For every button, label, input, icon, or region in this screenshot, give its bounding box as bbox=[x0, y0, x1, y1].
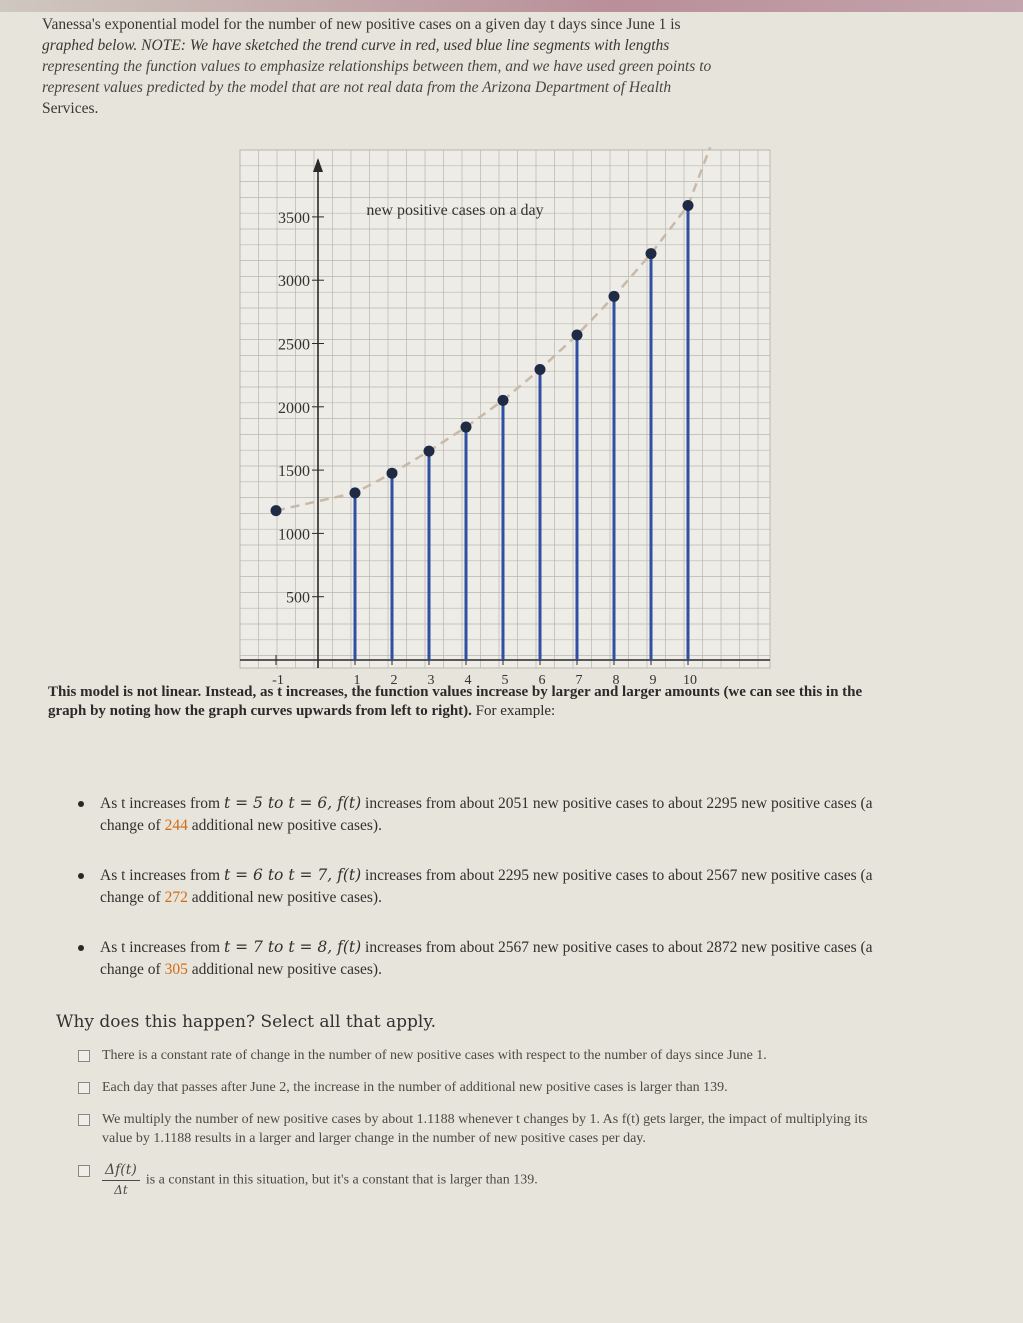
option-label: Each day that passes after June 2, the increase in the number of additional new positive cases is larger than 139. bbox=[102, 1080, 728, 1095]
bullet-dot bbox=[78, 945, 84, 951]
option-checkbox[interactable] bbox=[78, 1114, 90, 1126]
x-tick-label: 10 bbox=[683, 673, 697, 688]
intro-line-2: graphed below. NOTE: We have sketched the trend curve in red, used blue line segments with lengths bbox=[42, 37, 670, 54]
option-constant-rate[interactable] bbox=[78, 1046, 898, 1065]
bullet-text: As t increases from bbox=[100, 795, 224, 812]
option-checkbox[interactable] bbox=[78, 1165, 90, 1177]
bullet-item bbox=[78, 936, 878, 981]
bullet-text: increases from about 2295 new positive cases to about 2567 new positive cases (a change of bbox=[100, 867, 873, 906]
bullet-text: additional new positive cases). bbox=[187, 961, 382, 978]
bullet-list bbox=[78, 792, 878, 1008]
data-point bbox=[609, 291, 620, 302]
data-point bbox=[572, 330, 583, 341]
y-tick-label: 2000 bbox=[278, 399, 310, 417]
option-label: We multiply the number of new positive cases by about 1.1188 whenever t changes by 1. As f(t) gets larger, the impact of multiplying its value by 1.1188 results in a larger and larger change in the number of new positive cases per day. bbox=[102, 1112, 868, 1146]
option-checkbox[interactable] bbox=[78, 1082, 90, 1094]
data-point bbox=[683, 200, 694, 211]
intro-line-1: Vanessa's exponential model for the number of new positive cases on a given day t days since June 1 is bbox=[42, 16, 681, 33]
option-multiply-factor[interactable] bbox=[78, 1110, 898, 1148]
y-tick-label: 1000 bbox=[278, 526, 310, 544]
x-tick-label: 4 bbox=[464, 673, 472, 688]
data-point bbox=[271, 505, 282, 516]
bullet-change-value: 272 bbox=[164, 889, 188, 906]
y-tick-label: 2500 bbox=[278, 336, 310, 354]
option-label: is a constant in this situation, but it's a constant that is larger than 139. bbox=[145, 1172, 538, 1188]
x-tick-label: 8 bbox=[612, 673, 620, 688]
data-point bbox=[387, 468, 398, 479]
question-text: Why does this happen? Select all that apply. bbox=[56, 1012, 437, 1032]
plot-area bbox=[240, 150, 770, 668]
fraction bbox=[102, 1161, 140, 1200]
x-tick-label: -1 bbox=[272, 673, 284, 688]
intro-text bbox=[42, 14, 972, 119]
bullet-change-value: 244 bbox=[164, 817, 188, 834]
bullet-item bbox=[78, 864, 878, 909]
bullet-text: As t increases from bbox=[100, 939, 224, 956]
x-tick-label: 3 bbox=[427, 673, 435, 688]
bullet-math: t = 7 to t = 8, f(t) bbox=[223, 938, 362, 956]
data-point bbox=[424, 446, 435, 457]
bullet-text: additional new positive cases). bbox=[187, 817, 382, 834]
y-tick-label: 3000 bbox=[278, 273, 310, 291]
answer-options bbox=[78, 1046, 898, 1213]
bullet-item bbox=[78, 792, 878, 837]
x-tick-label: 7 bbox=[575, 673, 583, 688]
option-label: There is a constant rate of change in the number of new positive cases with respect to the number of days since June 1. bbox=[102, 1048, 767, 1063]
fraction-denominator: Δt bbox=[114, 1183, 128, 1197]
bullet-dot bbox=[78, 801, 84, 807]
data-point bbox=[498, 395, 509, 406]
option-increase-larger-than-139[interactable] bbox=[78, 1078, 898, 1097]
x-tick-label: 6 bbox=[538, 673, 546, 688]
bullet-text: increases from about 2051 new positive cases to about 2295 new positive cases (a change of bbox=[100, 795, 873, 834]
bullet-dot bbox=[78, 873, 84, 879]
x-tick-label: 5 bbox=[501, 673, 509, 688]
fraction-numerator: Δf(t) bbox=[102, 1161, 140, 1181]
x-tick-label: 1 bbox=[353, 673, 361, 688]
intro-line-3: representing the function values to emphasize relationships between them, and we have used green points to bbox=[42, 58, 712, 75]
y-tick-label: 500 bbox=[286, 589, 310, 607]
chart-title: new positive cases on a day bbox=[366, 202, 544, 219]
data-point bbox=[350, 487, 361, 498]
y-tick-label: 3500 bbox=[278, 209, 310, 227]
y-tick-label: 1500 bbox=[278, 463, 310, 481]
page-edge bbox=[0, 0, 1023, 12]
bullet-text: increases from about 2567 new positive cases to about 2872 new positive cases (a change of bbox=[100, 939, 873, 978]
bullet-change-value: 305 bbox=[164, 961, 188, 978]
data-point bbox=[535, 364, 546, 375]
option-rate-constant[interactable] bbox=[78, 1161, 898, 1200]
bullet-text: As t increases from bbox=[100, 867, 224, 884]
intro-line-4: represent values predicted by the model that are not real data from the Arizona Department of Health bbox=[42, 79, 672, 96]
bullet-math: t = 6 to t = 7, f(t) bbox=[223, 866, 362, 884]
data-point bbox=[646, 248, 657, 259]
data-point bbox=[461, 422, 472, 433]
bullet-text: additional new positive cases). bbox=[187, 889, 382, 906]
bullet-math: t = 5 to t = 6, f(t) bbox=[223, 794, 362, 812]
x-tick-label: 9 bbox=[649, 673, 657, 688]
intro-line-5: Services. bbox=[42, 100, 99, 117]
option-checkbox[interactable] bbox=[78, 1050, 90, 1062]
explanation-paragraph bbox=[48, 683, 878, 721]
explanation-tail: For example: bbox=[471, 703, 556, 719]
x-tick-label: 2 bbox=[390, 673, 398, 688]
explanation-bold: This model is not linear. Instead, as t increases, the function values increase by larger and larger amounts (we can see this in the graph by noting how the graph curves upwards from left to right). bbox=[48, 684, 863, 719]
